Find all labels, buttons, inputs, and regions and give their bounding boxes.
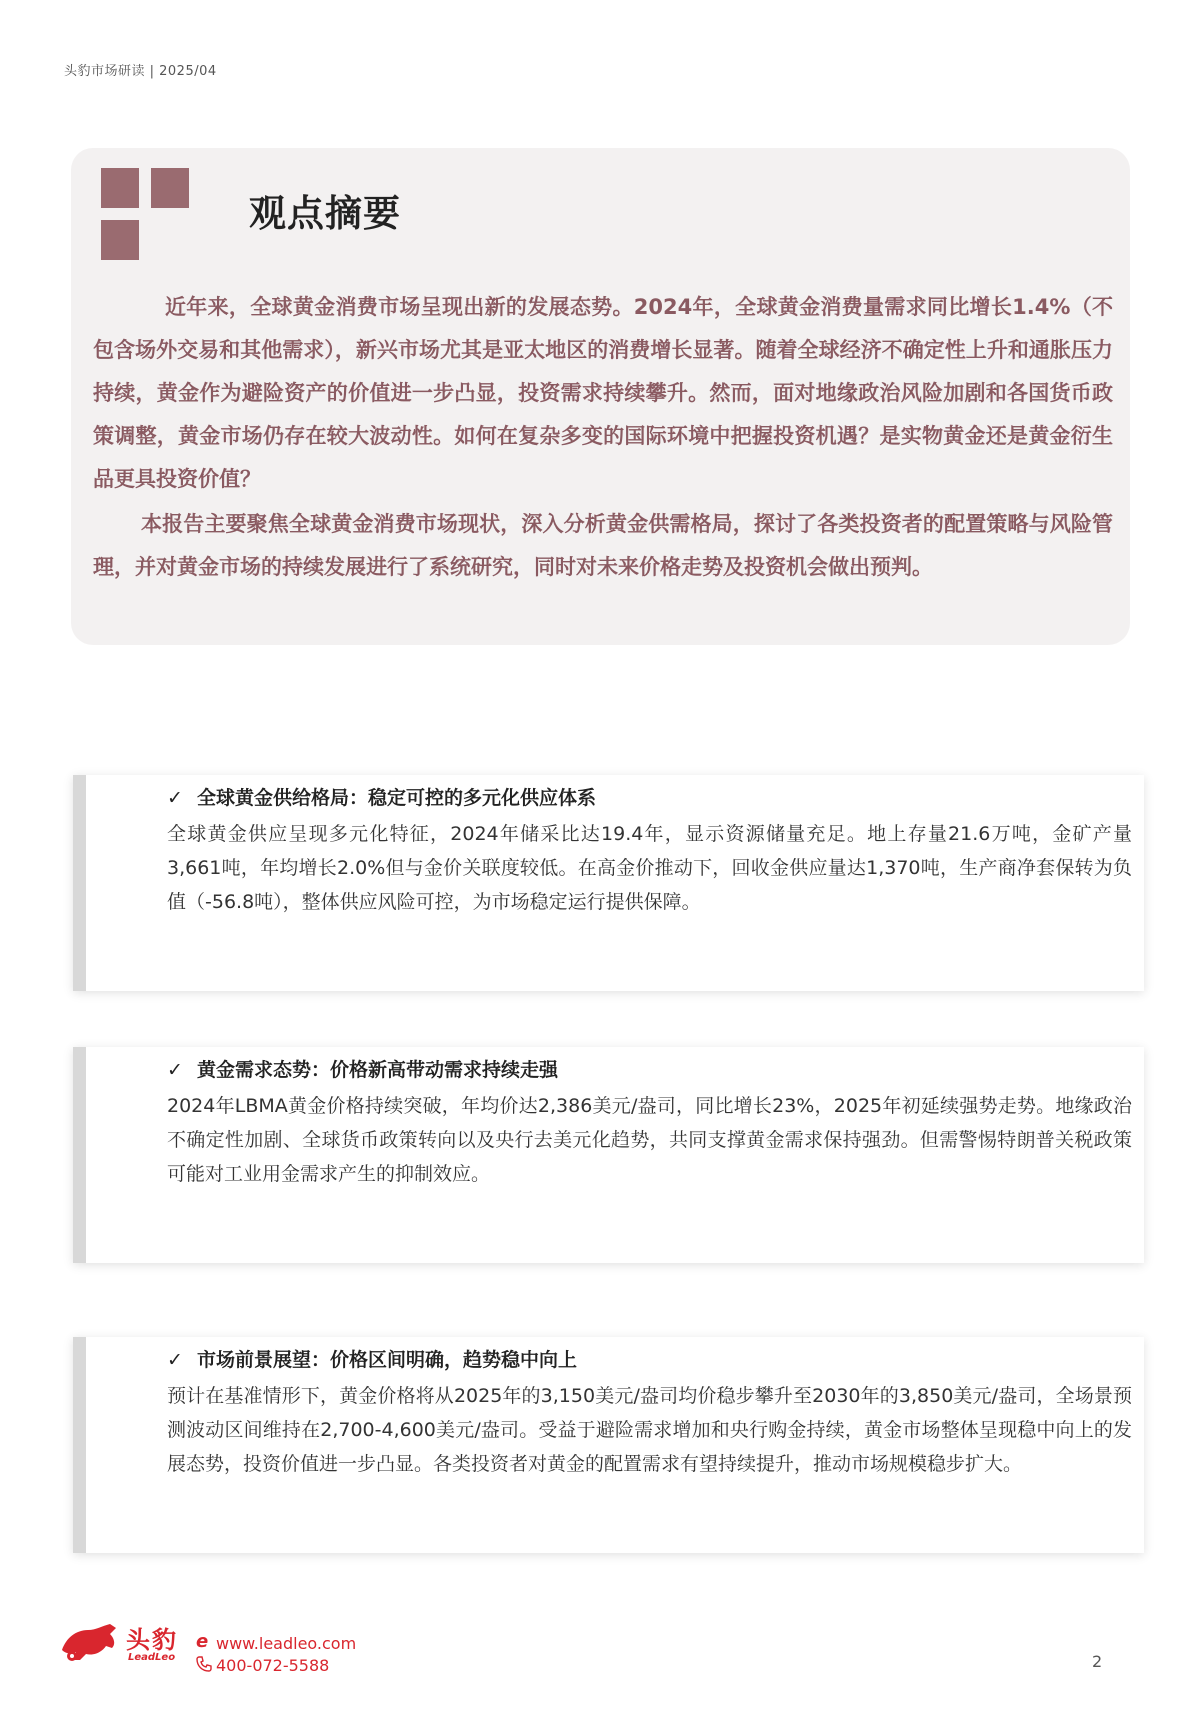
decor-square xyxy=(101,168,139,208)
card-body: 2024年LBMA黄金价格持续突破，年均价达2,386美元/盎司，同比增长23%，2025年初延续强势走势。地缘政治不确定性加剧、全球货币政策转向以及央行去美元化趋势，共同支撑黄金需求保持强劲。但需警惕特朗普关税政策可能对工业用金需求产生的抑制效应。 xyxy=(167,1095,1132,1185)
footer-brand-en: LeadLeo xyxy=(128,1652,176,1663)
summary-paragraph: 本报告主要聚焦全球黄金消费市场现状，深入分析黄金供需格局，探讨了各类投资者的配置策略与风险管理，并对黄金市场的持续发展进行了系统研究，同时对未来价格走势及投资机会做出预判。 xyxy=(93,512,1113,579)
card-title xyxy=(167,783,596,810)
page-header: 头豹市场研读 | 2025/04 xyxy=(64,64,217,79)
checkmark-icon: ✓ xyxy=(167,787,183,809)
key-point-card xyxy=(73,775,1144,991)
summary-paragraph: 近年来，全球黄金消费市场呈现出新的发展态势。2024年，全球黄金消费量需求同比增长1.4%（不包含场外交易和其他需求），新兴市场尤其是亚太地区的消费增长显著。随着全球经济不确定性上升和通胀压力持续，黄金作为避险资产的价值进一步凸显，投资需求持续攀升。然而，面对地缘政治风险加剧和各国货币政策调整，黄金市场仍存在较大波动性。如何在复杂多变的国际环境中把握投资机遇？是实物黄金还是黄金衍生品更具投资价值？ xyxy=(93,295,1113,491)
decor-square xyxy=(101,220,139,260)
card-title-text: 市场前景展望：价格区间明确，趋势稳中向上 xyxy=(197,1349,578,1371)
card-body: 预计在基准情形下，黄金价格将从2025年的3,150美元/盎司均价稳步攀升至2030年的3,850美元/盎司，全场景预测波动区间维持在2,700-4,600美元/盎司。受益于避险需求增加和央行购金持续，黄金市场整体呈现稳中向上的发展态势，投资价值进一步凸显。各类投资者对黄金的配置需求有望持续提升，推动市场规模稳步扩大。 xyxy=(167,1385,1132,1475)
summary-title: 观点摘要 xyxy=(249,192,401,235)
key-point-card xyxy=(73,1337,1144,1553)
leopard-logo-icon xyxy=(58,1620,120,1664)
card-title-text: 全球黄金供给格局：稳定可控的多元化供应体系 xyxy=(197,787,597,809)
decor-square xyxy=(151,168,189,208)
card-title xyxy=(167,1055,558,1082)
footer-phone: 400-072-5588 xyxy=(216,1656,330,1675)
summary-box xyxy=(71,148,1130,645)
web-icon: e xyxy=(196,1631,209,1652)
key-point-card xyxy=(73,1047,1144,1263)
phone-icon xyxy=(196,1656,212,1672)
card-title-text: 黄金需求态势：价格新高带动需求持续走强 xyxy=(197,1059,559,1081)
footer-website-link[interactable]: www.leadleo.com xyxy=(216,1634,357,1653)
footer-brand-cn: 头豹 xyxy=(126,1626,178,1654)
card-title xyxy=(167,1345,577,1372)
page-number: 2 xyxy=(1092,1652,1103,1671)
checkmark-icon: ✓ xyxy=(167,1059,183,1081)
checkmark-icon: ✓ xyxy=(167,1349,183,1371)
card-body: 全球黄金供应呈现多元化特征，2024年储采比达19.4年，显示资源储量充足。地上存量21.6万吨，金矿产量3,661吨，年均增长2.0%但与金价关联度较低。在高金价推动下，回收金供应量达1,370吨，生产商净套保转为负值（-56.8吨），整体供应风险可控，为市场稳定运行提供保障。 xyxy=(167,823,1132,913)
